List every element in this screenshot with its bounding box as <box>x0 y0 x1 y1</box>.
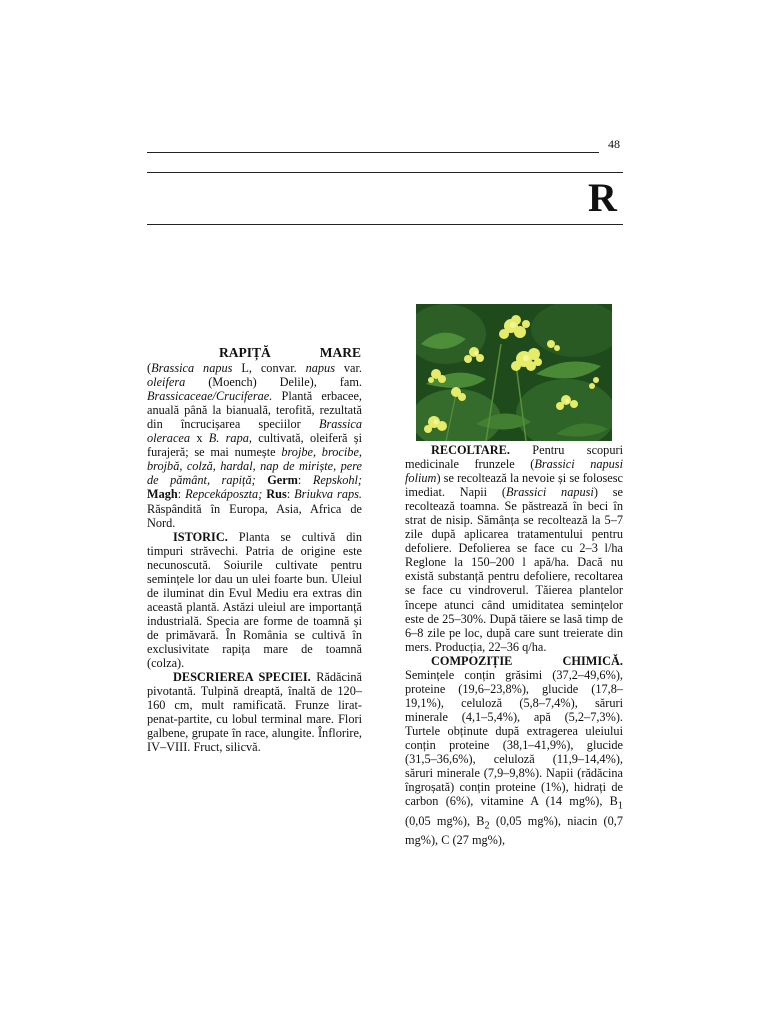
entry-title-word-2: MARE <box>319 345 361 360</box>
right-column <box>405 443 623 847</box>
header-rule-bottom <box>147 224 623 225</box>
entry-title-word-1: RAPIȚĂ <box>219 345 271 360</box>
plant-photo <box>416 304 612 441</box>
intro-paragraph: (Brassica napus L, convar. napus var. oleifera (Moench) Delile), fam. Brassicaceae/Cruciferae. Plantă erbacee, anuală până la bianuală, terofită, rezultată din încrucișarea speciilor Brassica oleracea x B. rapa, cultivată, oleiferă și furajeră; se mai numește brojbe, brocibe, brojbă, colză, hardal, nap de miriște, pere de pământ, rapiță; Germ: Repskohl; Magh: Repcekáposzta; Rus: Briukva raps. Răspândită în Europa, Asia, Africa de Nord. <box>147 361 362 530</box>
header-rule-middle <box>147 172 623 173</box>
page-number: 48 <box>608 137 620 151</box>
istoric-paragraph: ISTORIC. Planta se cultivă din timpuri străvechi. Patria de origine este necunoscută. Soiurile cultivate pentru semințele lor dau un ulei foarte bun. Uleiul de iluminat din Evul Mediu era extras din această plantă. Astăzi uleiul are importanță industrială. Specia are forme de toamnă și de primăvară. În România se cultivă în exclusivitate rapița mare de toamnă (colza). <box>147 529 362 671</box>
section-letter: R <box>588 175 617 220</box>
descriere-paragraph: DESCRIEREA SPECIEI. Rădăcină pivotantă. Tulpină dreaptă, înaltă de 120–160 cm, mult ramificată. Frunze lirat-penat-partite, cu lobul terminal mare. Flori galbene, grupate în race, alungite. Înflorire, IV–VIII. Fruct, silicvă. <box>147 670 363 755</box>
left-column <box>147 346 362 754</box>
compozitie-paragraph: COMPOZIȚIE CHIMICĂ. Semințele conțin grăsimi (37,2–49,6%), proteine (19,6–23,8%), glucide (17,8–19,1%), celuloză (5,8–7,4%), săruri minerale (4,1–5,4%), apă (5,2–7,3%). Turtele obținute după extragerea uleiului conțin proteine (38,1–41,9%), glucide (31,5–36,6%), celuloză (11,9–14,4%), săruri minerale (7,9–9,8%). Napii (rădăcina îngroșată) conțin proteine (1%), hidrați de carbon (6%), vitamine A (14 mg%), $B_1$ (0,05 mg%), $B_2$ (0,05 mg%), niacin (0,7 mg%), C (27 mg%), <box>405 653 623 848</box>
entry-title <box>147 346 362 360</box>
recoltare-paragraph: RECOLTARE. Pentru scopuri medicinale frunzele (Brassici napusi folium) se recoltează la nevoie și se folosesc imediat. Napii (Brassici napusi) se recoltează toamna. Se păstrează în beci în strat de nisip. Sămânța se recoltează la 5–7 zile după aplicarea tratamentului pentru defoliere. Defolierea se face cu 2–3 l/ha Reglone la 150–200 l apă/ha. Dacă nu există substanță pentru defoliere, recoltarea se face cu vindroverul. Tăierea plantelor începe atunci când umiditatea semințelor este de 25–30%. După tăiere se lasă timp de 6–8 zile pe loc, după care sunt treierate din mers. Producția, 22–36 q/ha. <box>405 443 623 654</box>
header-rule-top <box>147 152 599 153</box>
